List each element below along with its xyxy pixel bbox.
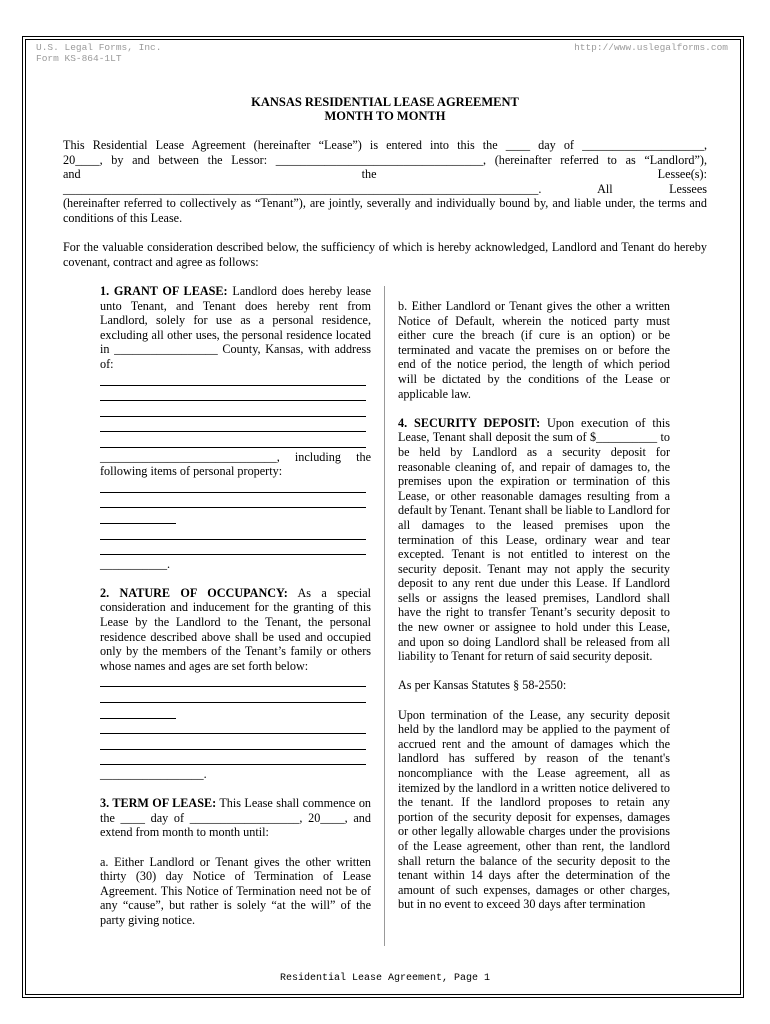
intro-line: This Residential Lease Agreement (hereinafter “Lease”) is entered into this the ____ day of ____________________,: [63, 138, 707, 152]
right-column: [398, 299, 670, 912]
left-column: [100, 284, 371, 928]
intro-word: the: [361, 167, 377, 182]
intro-line: 20____, by and between the Lessor: __________________________________, (hereinafter referred to as “Landlord”),: [63, 152, 707, 167]
document-title: KANSAS RESIDENTIAL LEASE AGREEMENT: [251, 95, 519, 109]
section-heading: 3. TERM OF LEASE:: [100, 796, 217, 811]
property-line-end: ___________.: [100, 556, 171, 571]
intro-line: [63, 167, 707, 182]
occupant-line[interactable]: [100, 705, 176, 719]
property-line[interactable]: [100, 510, 176, 524]
column-divider: [384, 286, 385, 946]
document-subtitle: MONTH TO MONTH: [324, 109, 446, 123]
occupant-line[interactable]: [100, 751, 366, 765]
intro-paragraph: [63, 138, 707, 226]
section-heading: 1. GRANT OF LEASE:: [100, 284, 228, 298]
publisher-name: U.S. Legal Forms, Inc.: [36, 42, 162, 53]
occupant-line[interactable]: [100, 689, 366, 703]
form-id: Form KS-864-1LT: [36, 53, 122, 64]
property-line[interactable]: [100, 526, 366, 540]
address-line[interactable]: [100, 403, 366, 417]
term-clause-a: a. Either Landlord or Tenant gives the other written thirty (30) day Notice of Termination of Lease Agreement. This Notice of Termination need not be of any “cause”, but rather is solely “at the will” of the party giving notice.: [100, 854, 371, 927]
form-header-left: [36, 42, 161, 64]
property-line[interactable]: [100, 494, 366, 508]
intro-line: (hereinafter referred to collectively as “Tenant”), are jointly, severally and individually bound by, and liable under, the terms and conditions of this Lease.: [63, 196, 707, 225]
occupant-line[interactable]: [100, 736, 366, 750]
section-heading: 4. SECURITY DEPOSIT:: [398, 415, 541, 430]
page-footer: Residential Lease Agreement, Page 1: [279, 973, 491, 984]
address-line[interactable]: [100, 418, 366, 432]
address-line[interactable]: [100, 372, 366, 386]
occupant-line[interactable]: [100, 720, 366, 734]
occupant-line-end: _________________.: [100, 767, 207, 781]
address-line[interactable]: [100, 434, 366, 448]
intro-line: ______________________________________________________________________________. All Lessees: [63, 181, 707, 196]
address-line[interactable]: [100, 387, 366, 401]
statute-reference: As per Kansas Statutes § 58-2550:: [398, 678, 567, 693]
section-security-deposit: [398, 416, 670, 664]
section-term-of-lease: [100, 796, 371, 840]
section-text: Upon execution of this Lease, Tenant shall deposit the sum of $__________ to be held by Landlord as a security deposit for reasonable cleaning of, and repair of damages to, the premises upon the expiration or termination of this Lease, or other reasonable damages resulting from a default by Tenant. Tenant shall be liable to Landlord for all damages to the leased premises upon the termination of this Lease, ordinary wear and tear excepted. Tenant is not entitled to interest on the security deposit. Tenant may not apply the security deposit to any rent due under this Lease. If Landlord sells or assigns the leased premises, Landlord shall have the right to transfer Tenant’s security deposit to the new owner or assignee to hold under this Lease, and upon so doing Landlord shall be released from all liability to Tenant for return of said security deposit.: [398, 415, 670, 664]
property-line[interactable]: [100, 541, 366, 555]
section-text: This Lease shall commence on the ____ day of __________________, 20____, and extend from month to month until:: [100, 796, 372, 840]
intro-word: Lessee(s):: [657, 167, 707, 182]
occupant-line[interactable]: [100, 673, 366, 687]
publisher-url[interactable]: http://www.uslegalforms.com: [574, 42, 728, 53]
section-text: As a special consideration and inducement for the granting of this Lease by the Landlord to the Tenant, the personal residence described above shall be used and occupied only by the members of the Tenant’s family or others whose names and ages are set forth below:: [100, 585, 371, 673]
intro-word: and: [63, 167, 81, 182]
section-grant-of-lease: [100, 284, 371, 372]
section-heading: 2. NATURE OF OCCUPANCY:: [100, 585, 288, 600]
section-text: Landlord does hereby lease unto Tenant, and Tenant does hereby rent from Landlord, solely for use as a personal residence, excluding all other uses, the personal residence located in _________________ County, Kansas, with address of:: [100, 284, 371, 371]
consideration-paragraph: For the valuable consideration described below, the sufficiency of which is hereby acknowledged, Landlord and Tenant do hereby covenant, contract and agree as follows:: [63, 240, 707, 269]
statute-text: Upon termination of the Lease, any security deposit held by the landlord may be applied to the payment of accrued rent and the amount of damages which the landlord has suffered by reason of the tenant's noncompliance with the Lease agreement, all as itemized by the landlord in a written notice delivered to the tenant. If the landlord proposes to retain any portion of the security deposit for expenses, damages or other legally allowable charges under the provisions of the Lease agreement, other than rent, the landlord shall return the balance of the security deposit to the tenant within 14 days after the determination of the amount of such expenses, damages or other charges, but in no event to exceed 30 days after termination: [398, 707, 670, 912]
property-line[interactable]: [100, 479, 366, 493]
term-clause-b: b. Either Landlord or Tenant gives the other a written Notice of Default, wherein the noticed party must either cure the breach (if cure is an option) or be terminated and vacate the premises on or before the end of the notice period, the length of which period will be dictated by the conditions of the Lease or applicable law.: [398, 299, 670, 401]
including-text: _____________________________, including the following items of personal property:: [100, 449, 371, 479]
section-nature-of-occupancy: [100, 586, 371, 674]
